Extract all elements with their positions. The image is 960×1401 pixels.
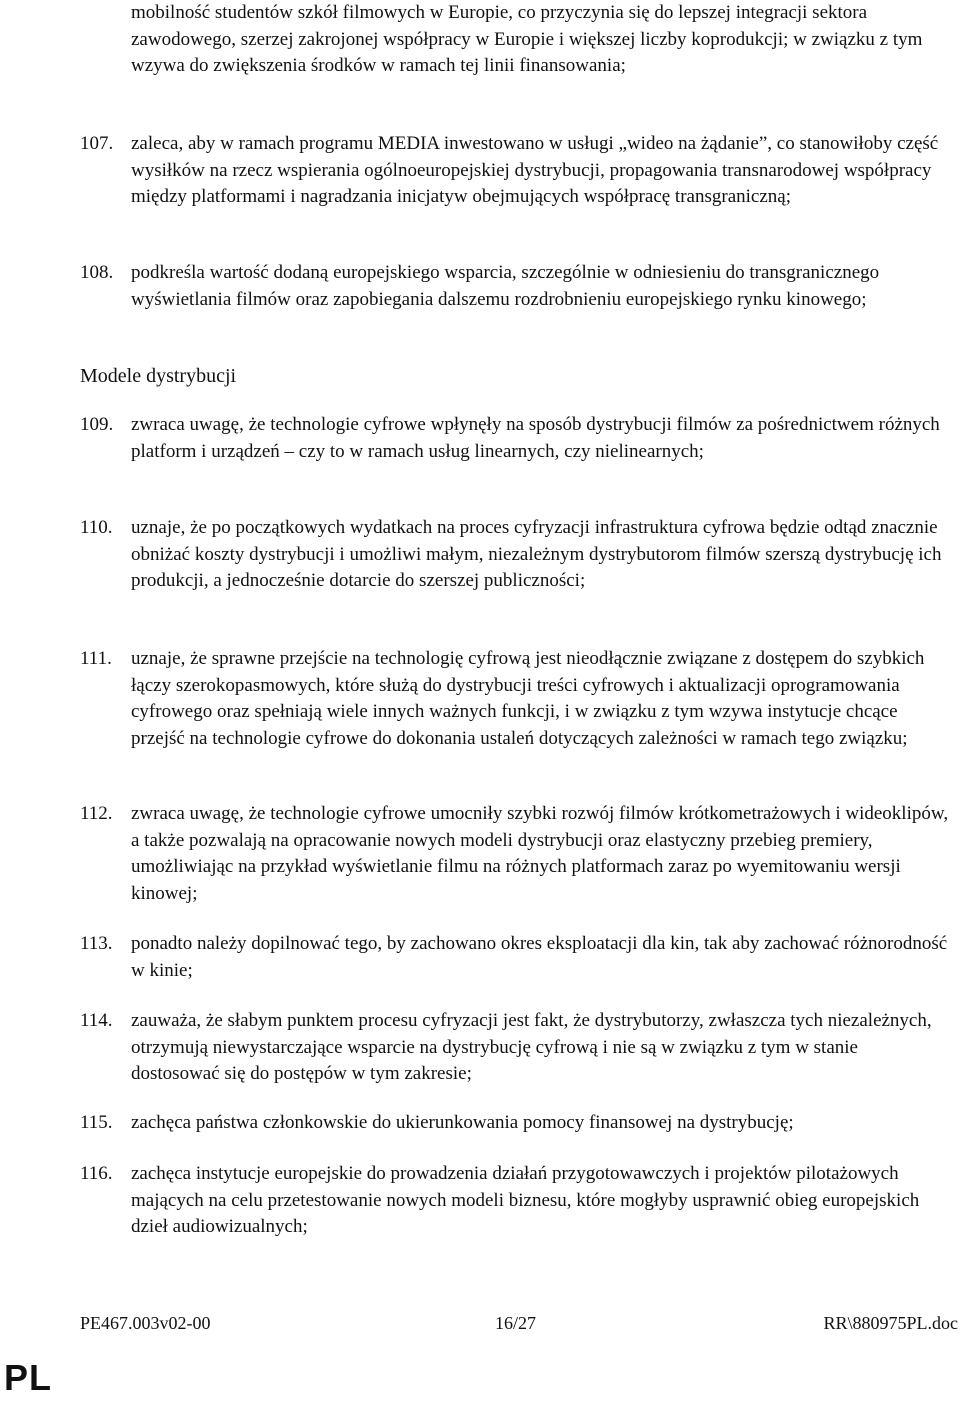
paragraph-text: uznaje, że sprawne przejście na technologię cyfrową jest nieodłącznie związane z dostępem do szybkich łączy szerokopasmowych, które służą do dystrybucji treści cyfrowych i aktualizacji oprogramowania cyfrowego oraz spełniają wiele innych ważnych funkcji, i w związku z tym wzywa instytucje chcące przejść na technologie cyfrowe do dokonania ustaleń dotyczących zależności w ramach tego związku; bbox=[131, 648, 925, 749]
paragraph-text: zauważa, że słabym punktem procesu cyfryzacji jest fakt, że dystrybutorzy, zwłaszcza tych niezależnych, otrzymują niewystarczające wsparcie na dystrybucję cyfrową i nie są w związku z tym w stanie dostosować się do postępów w tym zakresie; bbox=[131, 1010, 932, 1084]
paragraph-text: zachęca instytucje europejskie do prowadzenia działań przygotowawczych i projektów pilotażowych mających na celu przetestowanie nowych modeli biznesu, które mogłyby usprawnić obieg europejskich dzieł audiowizualnych; bbox=[131, 1163, 920, 1237]
paragraph-number: 107. bbox=[80, 133, 114, 154]
paragraph-107 bbox=[80, 131, 950, 211]
paragraph-text: zaleca, aby w ramach programu MEDIA inwestowano w usługi „wideo na żądanie”, co stanowiłoby część wysiłków na rzecz wspierania ogólnoeuropejskiej dystrybucji, propagowania transnarodowej współpracy między platformami i nagradzania inicjatyw obejmujących współpracę transgraniczną; bbox=[131, 133, 939, 207]
paragraph-number: 112. bbox=[80, 803, 113, 824]
intro-paragraph: mobilność studentów szkół filmowych w Europie, co przyczynia się do lepszej integracji sektora zawodowego, szerzej zakrojonej współpracy w Europie i większej liczby koprodukcji; w związku z tym wzywa do zwiększenia środków w ramach tej linii finansowania; bbox=[131, 2, 923, 76]
paragraph-text: zwraca uwagę, że technologie cyfrowe umocniły szybki rozwój filmów krótkometrażowych i wideoklipów, a także pozwalają na opracowanie nowych modeli dystrybucji oraz elastyczny przebieg premiery, umożliwiając na przykład wyświetlanie filmu na różnych platformach zaraz po wyemitowaniu wersji kinowej; bbox=[131, 803, 949, 904]
paragraph-number: 109. bbox=[80, 414, 114, 435]
paragraph-text: podkreśla wartość dodaną europejskiego wsparcia, szczególnie w odniesieniu do transgranicznego wyświetlania filmów oraz zapobiegania dalszemu rozdrobnieniu europejskiego rynku kinowego; bbox=[131, 262, 880, 310]
paragraph-number: 110. bbox=[80, 517, 113, 538]
paragraph-112 bbox=[80, 801, 950, 907]
section-heading: Modele dystrybucji bbox=[80, 365, 237, 387]
paragraph-110 bbox=[80, 515, 950, 595]
paragraph-114 bbox=[80, 1008, 950, 1088]
paragraph-115 bbox=[80, 1110, 950, 1137]
footer-reference: PE467.003v02-00 bbox=[80, 1313, 211, 1333]
paragraph-113 bbox=[80, 931, 950, 984]
page-footer bbox=[80, 1311, 958, 1335]
paragraph-111 bbox=[80, 646, 950, 752]
paragraph-number: 115. bbox=[80, 1112, 113, 1133]
paragraph-116 bbox=[80, 1161, 950, 1241]
paragraph-text: zwraca uwagę, że technologie cyfrowe wpłynęły na sposób dystrybucji filmów za pośrednictwem różnych platform i urządzeń – czy to w ramach usług linearnych, czy nielinearnych; bbox=[131, 414, 940, 462]
paragraph-text: uznaje, że po początkowych wydatkach na proces cyfryzacji infrastruktura cyfrowa będzie odtąd znacznie obniżać koszty dystrybucji i umożliwi małym, niezależnym dystrybutorom filmów szerszą dystrybucję ich produkcji, a jednocześnie dotarcie do szerszej publiczności; bbox=[131, 517, 942, 591]
footer-file-name: RR\880975PL.doc bbox=[823, 1313, 958, 1333]
paragraph-108 bbox=[80, 260, 950, 313]
language-code: PL bbox=[4, 1357, 53, 1398]
paragraph-109 bbox=[80, 412, 950, 465]
paragraph-text: zachęca państwa członkowskie do ukierunkowania pomocy finansowej na dystrybucję; bbox=[131, 1112, 794, 1133]
paragraph-number: 116. bbox=[80, 1163, 113, 1184]
paragraph-text: ponadto należy dopilnować tego, by zachowano okres eksploatacji dla kin, tak aby zachować różnorodność w kinie; bbox=[131, 933, 948, 981]
footer-page-number: 16/27 bbox=[495, 1313, 537, 1333]
paragraph-number: 114. bbox=[80, 1010, 113, 1031]
paragraph-number: 111. bbox=[80, 648, 112, 669]
paragraph-number: 113. bbox=[80, 933, 113, 954]
paragraph-number: 108. bbox=[80, 262, 114, 283]
